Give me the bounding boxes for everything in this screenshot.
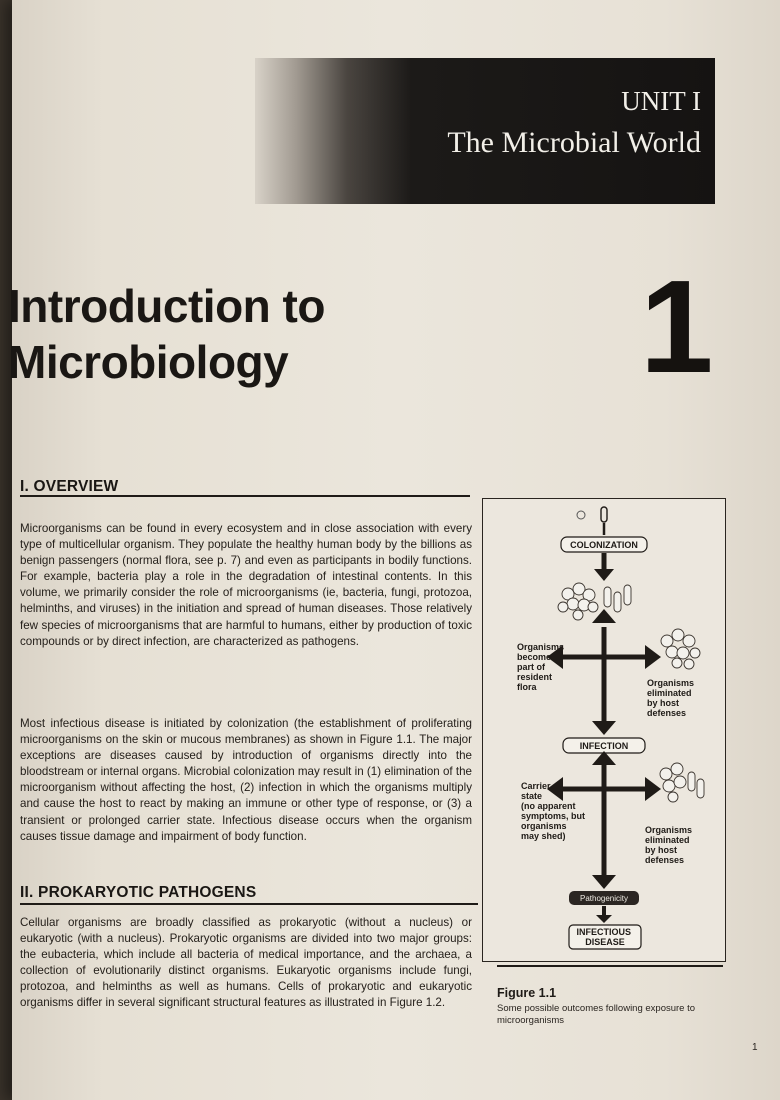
eliminated-outcome-label-1: Organisms eliminated by host defenses	[647, 678, 695, 718]
section-heading-overview: I. OVERVIEW	[20, 478, 119, 495]
chapter-title-line1: Introduction to	[8, 280, 325, 332]
paragraph-colonization: Most infectious disease is initiated by colonization (the establishment of proliferating microorganisms on the skin or mucous membranes) as shown in Figure 1.1. The major exceptions are diseases caused by introduction of organisms directly into the bloodstream or internal organs. Microbial colonization may result in (1) elimination of the microorganism without affecting the host, (2) infection in which the organisms multiply and cause the host to react by making an immune or other type of response, or (3) a transient or prolonged carrier state. Infectious disease occurs when the organism causes tissue damage and impairment of body function.	[20, 717, 472, 843]
eliminated-cluster-icon-2	[660, 763, 704, 802]
unit-banner	[255, 58, 715, 204]
colonization-label: COLONIZATION	[570, 540, 638, 550]
arrowhead-down-1	[594, 569, 614, 581]
chapter-title	[8, 278, 478, 390]
branch-arrows-1	[547, 609, 661, 735]
section-rule-overview	[20, 495, 470, 497]
infection-label: INFECTION	[579, 741, 629, 751]
section-rule-prokaryotic	[20, 903, 478, 905]
pathogenicity-label: Pathogenicity	[579, 894, 629, 903]
figure-caption-text: Some possible outcomes following exposure to microorganisms	[497, 1003, 696, 1026]
unit-label: UNIT I	[621, 86, 701, 116]
paragraph-prokaryotic: Cellular organisms are broadly classified as prokaryotic (without a nucleus) or eukaryotic (with a nucleus). Prokaryotic organisms are divided into two major groups: the eubacteria, which include all bacteria of medical importance, and the archaea, a collection of evolutionarily distinct organisms. Eukaryotic organisms include fungi, protozoa, and helminths as well as humans. Cells of prokaryotic and eukaryotic organisms differ in several significant structural features as illustrated in Figure 1.2.	[20, 916, 472, 1010]
arrowhead-down-final	[596, 915, 612, 923]
entering-microbes-icon	[577, 507, 607, 535]
chapter-title-line2: Microbiology	[8, 336, 289, 388]
chapter-number: 1	[640, 253, 714, 400]
paragraph-overview: Microorganisms can be found in every ecosystem and in close association with every type of multicellular organism. They populate the healthy human body by the billions as benign passengers (normal flora, see p. 7) and even as participants in bodily functions. For example, bacteria play a role in the degradation of intestinal contents. In this volume, we primarily consider the role of microorganisms (ie, bacteria, fungi, protozoa, helminths, and viruses) in the initiation and spread of human diseases. Those relatively few species of microorganisms that are harmful to humans, either by production of toxic compounds or by direct infection, are characterized as pathogens.	[20, 522, 472, 648]
carrier-state-label: Carrier state (no apparent symptoms, but organisms may shed)	[521, 781, 586, 841]
colony-cluster-icon	[558, 583, 631, 620]
figure-caption-title: Figure 1.1	[497, 986, 557, 1000]
figure-1-1-box	[482, 498, 726, 962]
eliminated-outcome-label-2: Organisms eliminated by host defenses	[645, 825, 693, 865]
unit-title: The Microbial World	[447, 126, 701, 159]
section-heading-prokaryotic: II. PROKARYOTIC PATHOGENS	[20, 884, 257, 901]
infectious-disease-label: INFECTIOUS DISEASE	[576, 927, 631, 947]
figure-caption-rule	[497, 965, 723, 967]
outcome-flow-diagram	[483, 499, 725, 961]
eliminated-cluster-icon-1	[661, 629, 700, 669]
flora-outcome-label: Organisms become part of resident flora	[517, 642, 565, 692]
page-number: 1	[752, 1042, 758, 1053]
